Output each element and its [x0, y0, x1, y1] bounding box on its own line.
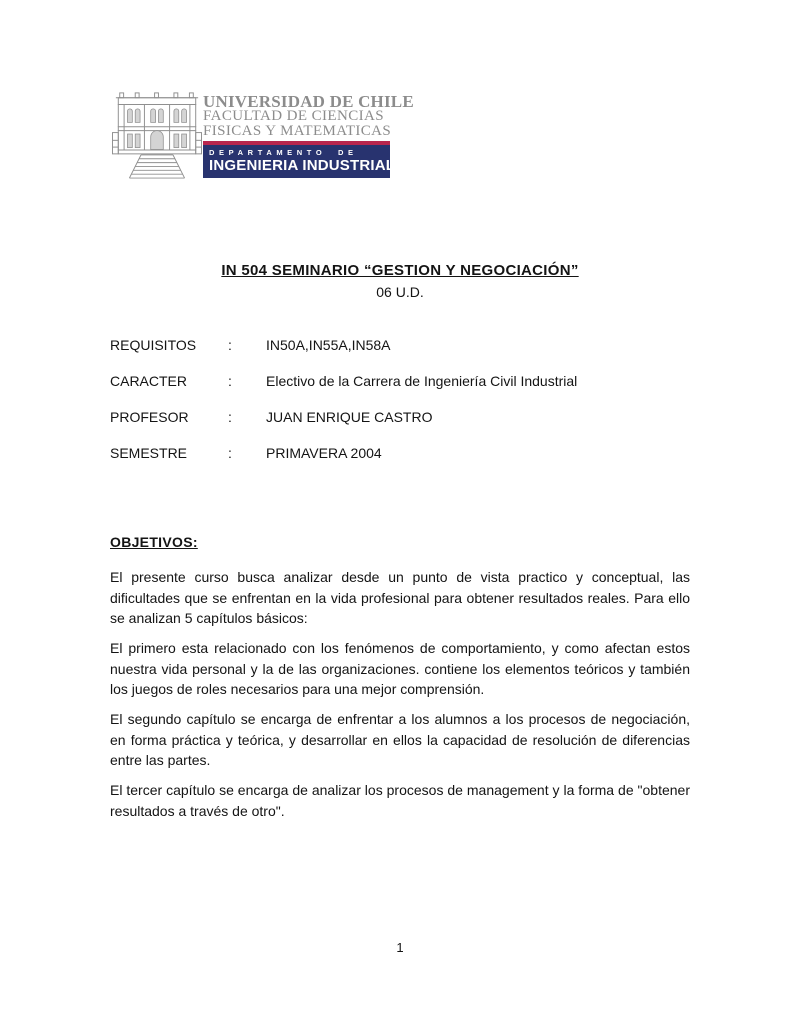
faculty-name-line1: FACULTAD DE CIENCIAS — [203, 108, 384, 124]
logo-text-block — [203, 88, 414, 178]
info-separator: : — [228, 337, 232, 353]
info-label: PROFESOR — [110, 409, 189, 425]
info-value: Electivo de la Carrera de Ingeniería Civil Industrial — [266, 373, 578, 389]
department-label: DEPARTAMENTO DE — [209, 148, 358, 157]
info-label: CARACTER — [110, 373, 188, 389]
faculty-name-line2: FISICAS Y MATEMATICAS — [203, 123, 392, 139]
info-label: REQUISITOS — [110, 337, 197, 353]
info-row-semestre — [110, 446, 690, 482]
objectives-section — [110, 534, 690, 821]
info-row-requisitos — [110, 338, 690, 374]
objectives-paragraph-3: El segundo capítulo se encarga de enfrentar a los alumnos a los procesos de negociación, en forma práctica y teórica, y desarrollar en ellos la capacidad de resolución de diferencias entre las partes. — [110, 711, 690, 768]
course-info-table — [110, 338, 690, 482]
objectives-heading: OBJETIVOS: — [110, 534, 198, 550]
info-value: PRIMAVERA 2004 — [266, 445, 382, 461]
info-label: SEMESTRE — [110, 445, 188, 461]
info-separator: : — [228, 409, 232, 425]
info-row-caracter — [110, 374, 690, 410]
course-title: IN 504 SEMINARIO “GESTION Y NEGOCIACIÓN” — [221, 262, 579, 279]
title-block — [110, 262, 690, 300]
info-separator: : — [228, 445, 232, 461]
objectives-paragraph-1: El presente curso busca analizar desde un punto de vista practico y conceptual, las dificultades que se enfrentan en la vida profesional para obtener resultados reales. Para ello se analizan 5 capítulos básicos: — [110, 569, 690, 626]
info-value: IN50A,IN55A,IN58A — [266, 337, 391, 353]
university-name: UNIVERSIDAD DE CHILE — [203, 92, 414, 111]
objectives-paragraph-4: El tercer capítulo se encarga de analizar los procesos de management y la forma de "obtener resultados a través de otro". — [110, 782, 690, 819]
info-row-profesor — [110, 410, 690, 446]
info-value: JUAN ENRIQUE CASTRO — [266, 409, 433, 425]
objectives-paragraph-2: El primero esta relacionado con los fenómenos de comportamiento, y como afectan estos nuestra vida personal y la de las organizaciones. contiene los elementos teóricos y también los juegos de roles necesarios para una mejor comprensión. — [110, 640, 690, 697]
info-separator: : — [228, 373, 232, 389]
page-number: 1 — [396, 940, 404, 955]
department-name: INGENIERIA INDUSTRIAL — [209, 157, 396, 174]
university-logo — [112, 88, 414, 182]
university-building-icon — [112, 88, 202, 182]
department-banner — [203, 141, 396, 178]
course-credits: 06 U.D. — [376, 284, 424, 300]
